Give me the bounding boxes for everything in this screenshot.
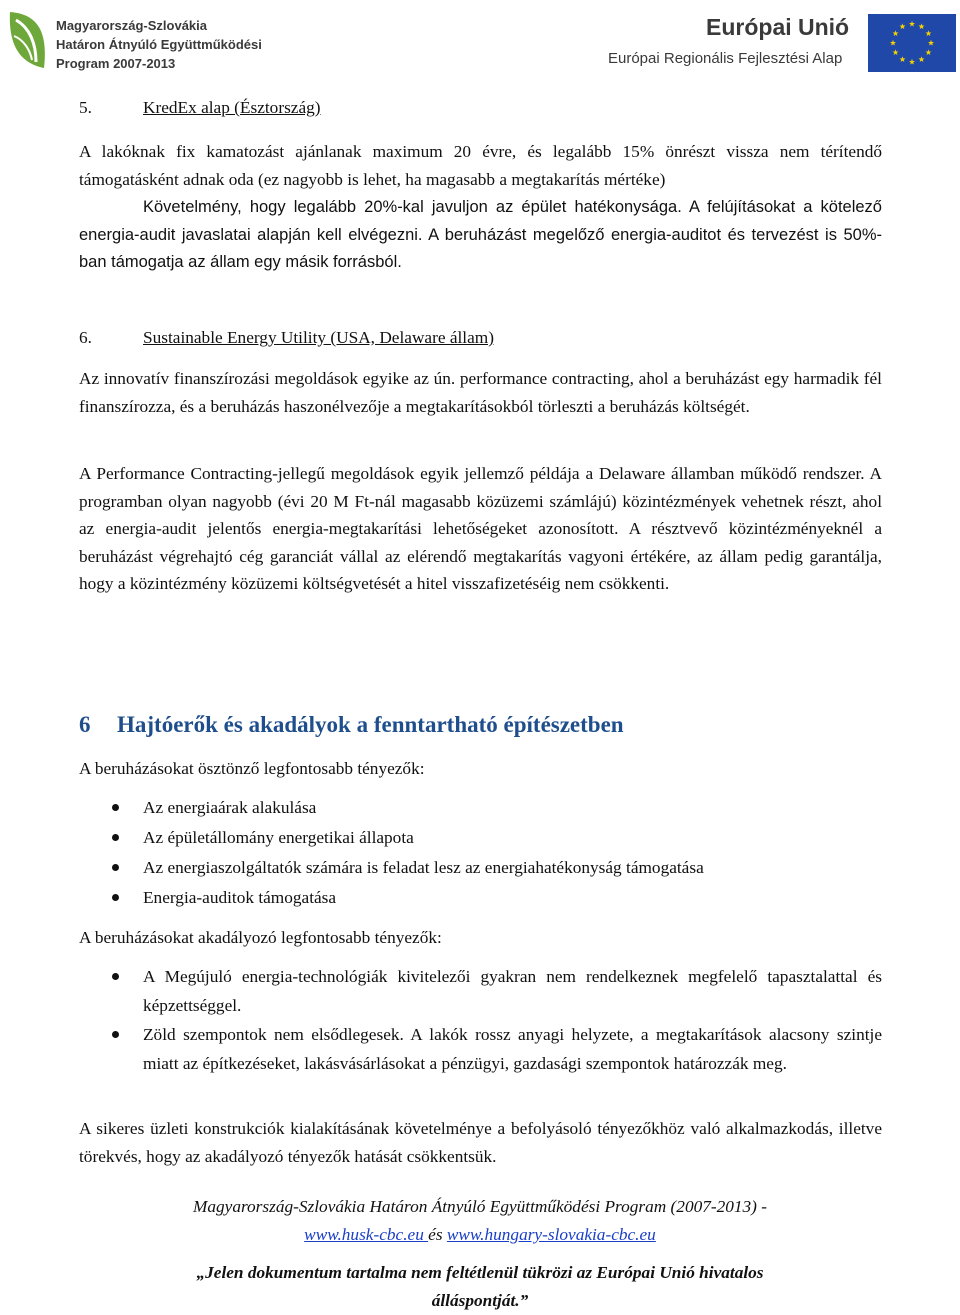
program-logo-text (56, 16, 262, 73)
section-6-paragraph-2: A Performance Contracting-jellegű megoldások egyik jellemző példája a Delaware államban működő rendszer. A programban olyan nagyobb (évi 20 M Ft-nál magasabb közüzemi számlájú) közintézmények vehetnek részt, ahol az energia-audit jelentős energia-megtakarítási lehetőségeket azonosított. A résztvevő közintézményeknél a beruházást végrehajtó cég garanciát vállal az elérendő megtakarítás vagyoni értékére, az állam pedig garantálja, hogy a közintézmény közüzemi költségvetését a hitel visszafizetéséig nem csökkenti. (79, 464, 882, 593)
husk-program-logo (4, 6, 294, 76)
list-item (79, 883, 882, 913)
list-item (79, 823, 882, 853)
section-5-paragraph-1: A lakóknak fix kamatozást ajánlanak maximum 20 évre, és legalább 15% önrészt vissza nem térítendő támogatásként adnak oda (ez nagyobb is lehet, ha magasabb a megtakarítás mértéke) (79, 142, 882, 189)
section-5-title: KredEx alap (Észtország) (143, 98, 321, 117)
section-6-paragraph-1: Az innovatív finanszírozási megoldások egyike az ún. performance contracting, ahol a beruházást egy harmadik fél finanszírozza, és a beruházás haszonélvezője a megtakarításokból törleszti a beruházás költségét. (79, 369, 882, 416)
footer-program: Magyarország-Szlovákia Határon Átnyúló Együttműködési Program (2007-2013) - (192, 1197, 768, 1216)
section-5-number: 5. (79, 98, 92, 117)
drivers-item-4: Energia-auditok támogatása (143, 888, 337, 907)
page-footer (0, 1193, 960, 1315)
bullet-icon (112, 973, 119, 980)
drivers-item-1: Az energiaárak alakulása (143, 798, 317, 817)
eu-subtitle: Európai Regionális Fejlesztési Alap (608, 50, 843, 67)
program-logo-line-3: Program 2007-2013 (56, 56, 176, 71)
bullet-icon (112, 864, 119, 871)
chapter-6-title: Hajtóerők és akadályok a fenntartható építészetben (117, 712, 624, 737)
barriers-intro: A beruházásokat akadályozó legfontosabb tényezők: (79, 928, 442, 947)
chapter-6-number: 6 (79, 712, 91, 737)
footer-link-hungary-slovakia[interactable]: www.hungary-slovakia-cbc.eu (446, 1225, 656, 1244)
page-header (0, 0, 960, 80)
section-6-number: 6. (79, 328, 92, 347)
barriers-item-1: A Megújuló energia-technológiák kivitelezői gyakran nem rendelkeznek megfelelő tapasztalattal és képzettséggel. (143, 967, 882, 1015)
section-5-paragraph-2: Követelmény, hogy legalább 20%-kal javuljon az épület hatékonysága. A felújításokat a kötelező energia-audit javaslatai alapján kell elvégezni. A beruházást megelőző energia-auditot és tervezést is 50%-ban támogatja az állam egy másik forrásból. (79, 198, 882, 271)
barriers-item-2: Zöld szempontok nem elsődlegesek. A lakók rossz anyagi helyzete, a megtakarítások alacsony szintje miatt az építkezéseket, lakásvásárlásokat a pénzügyi, gazdasági szempontok határozzák meg. (143, 1025, 882, 1073)
barriers-list (79, 962, 882, 1078)
list-item (79, 1020, 882, 1078)
footer-disclaimer-line-2: álláspontját.” (431, 1291, 529, 1310)
section-6-title: Sustainable Energy Utility (USA, Delaware állam) (143, 328, 494, 347)
drivers-item-3: Az energiaszolgáltatók számára is feladat lesz az energiahatékonyság támogatása (143, 858, 704, 877)
eu-title: Európai Unió (706, 14, 850, 40)
eu-flag-icon (868, 14, 956, 72)
footer-and: és (428, 1225, 443, 1244)
list-item (79, 962, 882, 1020)
footer-disclaimer-line-1: „Jelen dokumentum tartalma nem feltétlenül tükrözi az Európai Unió hivatalos (196, 1263, 764, 1282)
program-logo-line-1: Magyarország-Szlovákia (56, 18, 208, 33)
section-6-heading (79, 328, 494, 348)
closing-paragraph: A sikeres üzleti konstrukciók kialakításának követelménye a befolyásoló tényezőkhöz való alkalmazkodás, illetve törekvés, hogy az akadályozó tényezők hatását csökkentsük. (79, 1119, 882, 1166)
bullet-icon (112, 834, 119, 841)
chapter-6-heading (79, 712, 624, 738)
bullet-icon (112, 894, 119, 901)
drivers-item-2: Az épületállomány energetikai állapota (143, 828, 414, 847)
eu-logo (600, 14, 956, 74)
program-leaf-icon (4, 6, 52, 74)
drivers-list (79, 793, 882, 913)
bullet-icon (112, 804, 119, 811)
program-logo-line-2: Határon Átnyúló Együttműködési (56, 37, 262, 52)
footer-link-husk[interactable]: www.husk-cbc.eu (304, 1225, 429, 1244)
drivers-intro: A beruházásokat ösztönző legfontosabb tényezők: (79, 759, 425, 778)
section-5-heading (79, 98, 321, 118)
bullet-icon (112, 1031, 119, 1038)
list-item (79, 853, 882, 883)
footer-links (0, 1221, 960, 1249)
list-item (79, 793, 882, 823)
